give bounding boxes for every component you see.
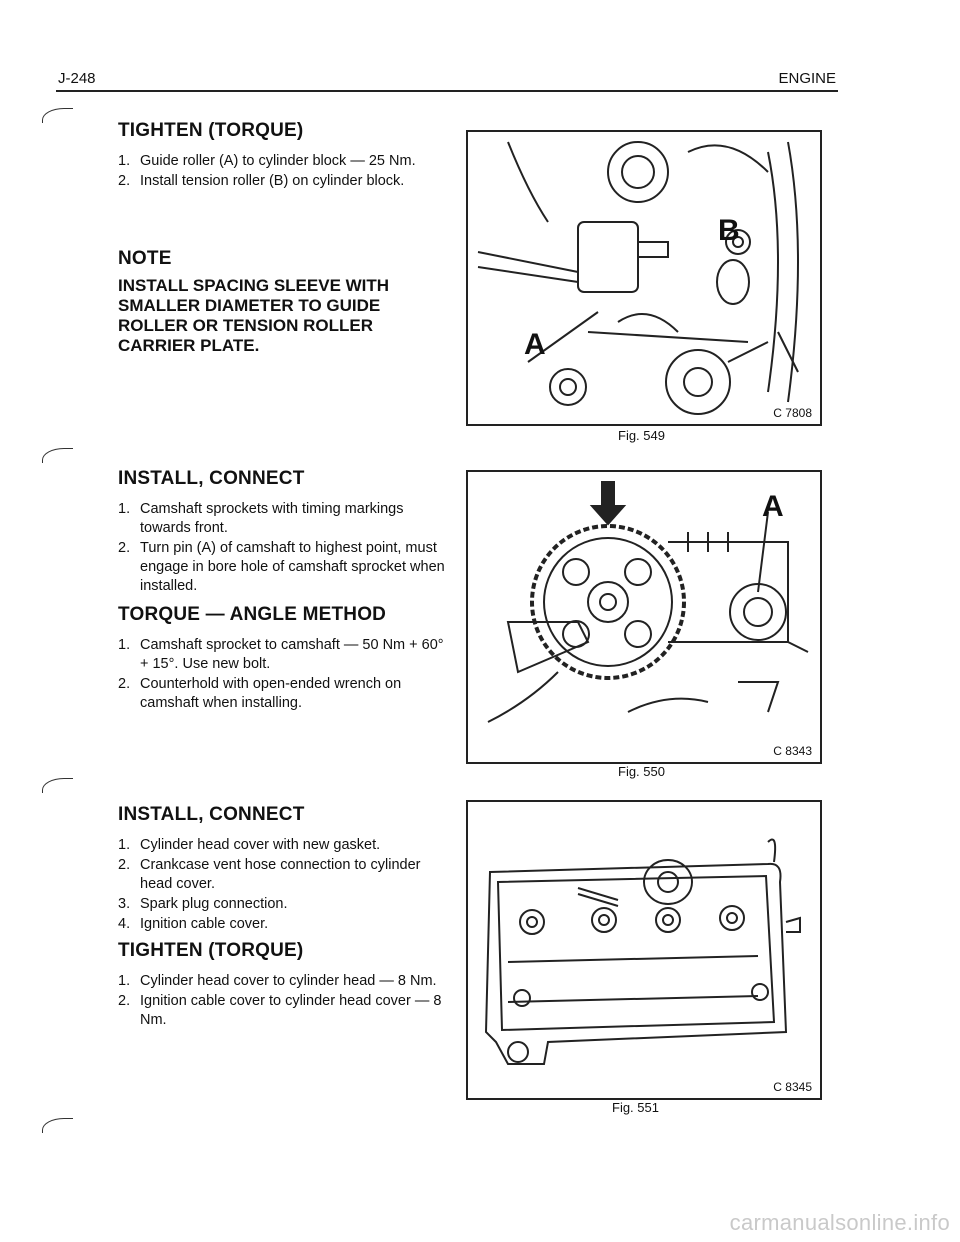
list-item: 3. Spark plug connection. [118,896,288,912]
section-tighten-torque-2 [118,940,448,1031]
instruction-list [118,500,448,596]
margin-mark [42,1118,73,1133]
figure-550-caption: Fig. 550 [618,764,665,779]
instruction-list [118,636,448,713]
instruction-list [118,836,448,934]
figure-code: C 8343 [773,744,812,758]
list-item: 1. Camshaft sprockets with timing markings towards front. [118,501,404,536]
section-heading: TIGHTEN (TORQUE) [118,940,304,961]
figure-code: C 8345 [773,1080,812,1094]
watermark: carmanualsonline.info [729,1210,950,1235]
callout-label-a: A [524,328,546,361]
section-install-connect-2 [118,804,448,935]
callout-label-a: A [762,490,784,523]
section-tighten-torque-1 [118,120,448,192]
figure-550-image [466,470,822,764]
cylinder-head-cover-illustration [468,802,820,1098]
list-item: 1. Cylinder head cover to cylinder head — 8 Nm. [118,973,437,989]
margin-mark [42,448,73,463]
section-note [118,248,438,356]
section-install-connect-1 [118,468,448,597]
page-number: J-248 [58,70,96,87]
section-title: ENGINE [778,70,836,87]
tension-roller-illustration [468,132,820,424]
section-heading: INSTALL, CONNECT [118,804,305,825]
margin-mark [42,778,73,793]
section-heading: INSTALL, CONNECT [118,468,305,489]
figure-551-caption: Fig. 551 [612,1100,659,1115]
callout-label-b: B [718,214,740,247]
list-item: 4. Ignition cable cover. [118,916,269,932]
figure-549-image [466,130,822,426]
list-item: 1. Camshaft sprocket to camshaft — 50 Nm + 60° + 15°. Use new bolt. [118,637,444,672]
section-heading: TORQUE — ANGLE METHOD [118,604,387,625]
list-item: 2. Counterhold with open-ended wrench on camshaft when installing. [118,676,402,711]
section-heading: TIGHTEN (TORQUE) [118,120,304,141]
list-item: 1. Cylinder head cover with new gasket. [118,837,381,853]
instruction-list [118,152,448,191]
list-item: 2. Crankcase vent hose connection to cylinder head cover. [118,857,421,892]
header-rule [56,90,838,92]
margin-mark [42,108,73,123]
figure-549-caption: Fig. 549 [618,428,665,443]
instruction-list [118,972,448,1030]
figure-code: C 7808 [773,406,812,420]
list-item: 1. Guide roller (A) to cylinder block — 25 Nm. [118,153,416,169]
list-item: 2. Turn pin (A) of camshaft to highest point, must engage in bore hole of camshaft sprocket when installed. [118,540,445,594]
list-item: 2. Ignition cable cover to cylinder head cover — 8 Nm. [118,993,442,1028]
section-heading: NOTE [118,248,172,269]
list-item: 2. Install tension roller (B) on cylinder block. [118,173,405,189]
figure-551-image [466,800,822,1100]
section-torque-angle [118,604,448,714]
note-text: INSTALL SPACING SLEEVE WITH SMALLER DIAMETER TO GUIDE ROLLER OR TENSION ROLLER CARRIER PLATE. [118,276,390,355]
